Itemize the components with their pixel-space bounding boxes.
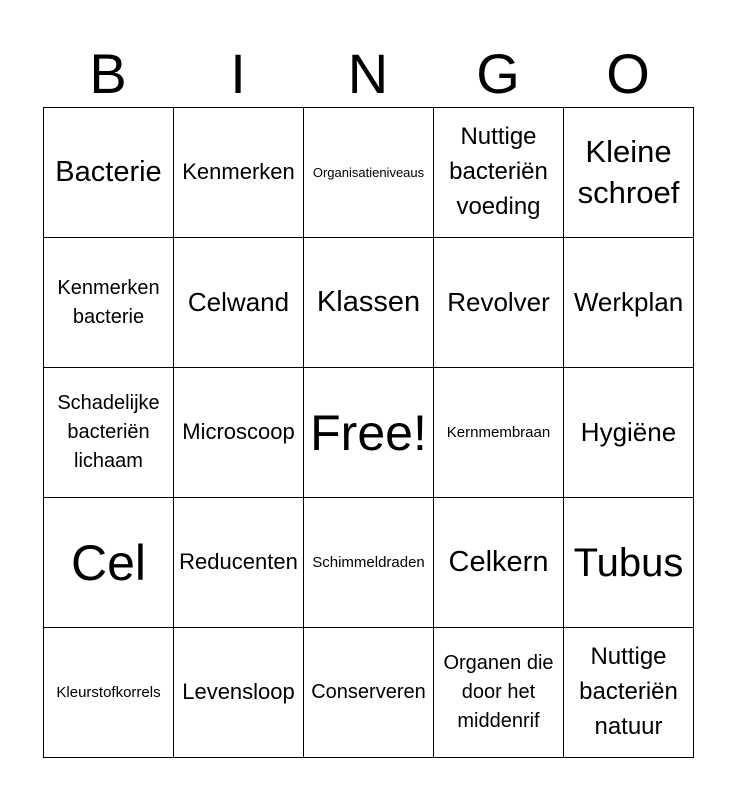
bingo-cell[interactable]: Nuttige bacteriën natuur (564, 628, 694, 758)
bingo-grid (43, 107, 694, 758)
bingo-cell[interactable]: Organisatieniveaus (304, 108, 434, 238)
bingo-cell[interactable]: Tubus (564, 498, 694, 628)
bingo-cell[interactable]: Bacterie (44, 108, 174, 238)
bingo-cell[interactable]: Kleine schroef (564, 108, 694, 238)
free-space-cell[interactable]: Free! (304, 368, 434, 498)
bingo-cell[interactable]: Microscoop (174, 368, 304, 498)
bingo-cell[interactable]: Revolver (434, 238, 564, 368)
bingo-cell[interactable]: Kernmembraan (434, 368, 564, 498)
bingo-cell[interactable]: Reducenten (174, 498, 304, 628)
bingo-cell[interactable]: Kenmerken bacterie (44, 238, 174, 368)
header-letter-n: N (347, 42, 389, 105)
bingo-cell[interactable]: Klassen (304, 238, 434, 368)
header-letter-b: B (89, 42, 127, 105)
bingo-cell[interactable]: Levensloop (174, 628, 304, 758)
header-letter-o: O (606, 42, 650, 105)
bingo-cell[interactable]: Schadelijke bacteriën lichaam (44, 368, 174, 498)
bingo-cell[interactable]: Kleurstofkorrels (44, 628, 174, 758)
bingo-cell[interactable]: Hygiëne (564, 368, 694, 498)
bingo-cell[interactable]: Cel (44, 498, 174, 628)
bingo-cell[interactable]: Conserveren (304, 628, 434, 758)
header-letter-g: G (476, 42, 520, 105)
bingo-cell[interactable]: Celkern (434, 498, 564, 628)
bingo-cell[interactable]: Kenmerken (174, 108, 304, 238)
bingo-cell[interactable]: Werkplan (564, 238, 694, 368)
bingo-cell[interactable]: Organen die door het middenrif (434, 628, 564, 758)
bingo-header (43, 40, 693, 108)
bingo-cell[interactable]: Schimmeldraden (304, 498, 434, 628)
header-letter-i: I (230, 42, 246, 105)
bingo-cell[interactable]: Celwand (174, 238, 304, 368)
bingo-cell[interactable]: Nuttige bacteriën voeding (434, 108, 564, 238)
